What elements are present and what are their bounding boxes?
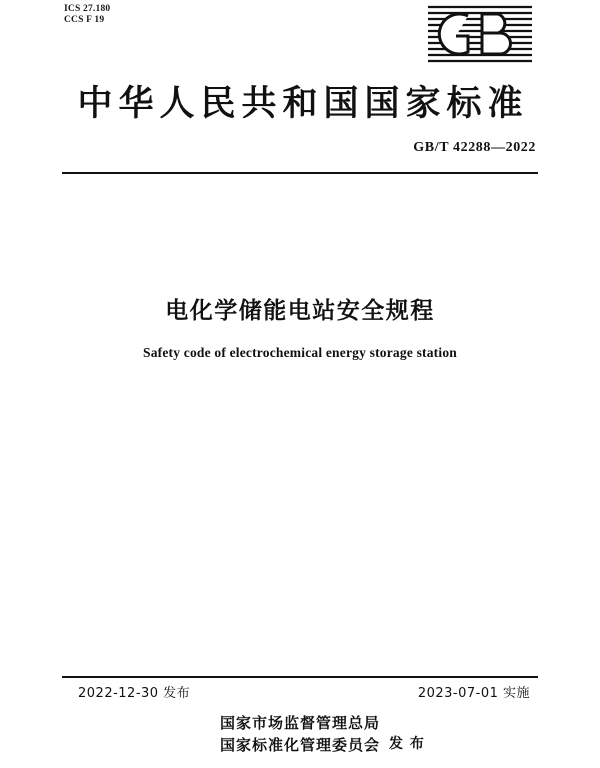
issue-date: 2022-12-30 发布: [78, 686, 191, 701]
standard-number: GB/T 42288—2022: [413, 140, 536, 155]
national-standard-title: 中华人民共和国国家标准: [77, 84, 529, 124]
gb-logo-icon: [422, 2, 538, 64]
ccs-code: CCS F 19: [64, 15, 105, 25]
document-title-english: Safety code of electrochemical energy storage station: [142, 345, 457, 360]
classification-block: [64, 4, 110, 26]
top-divider: [62, 172, 538, 174]
issuing-authority: [0, 712, 600, 756]
effective-date: 2023-07-01 实施: [417, 686, 530, 701]
bottom-divider: [62, 676, 538, 678]
ics-code: ICS 27.180: [64, 4, 111, 14]
document-title-chinese: 电化学储能电站安全规程: [165, 298, 435, 324]
issuer-line-2: 国家标准化管理委员会: [219, 736, 380, 754]
issuer-line-1: 国家市场监督管理总局: [219, 714, 380, 732]
publish-label: 发 布: [389, 736, 425, 752]
